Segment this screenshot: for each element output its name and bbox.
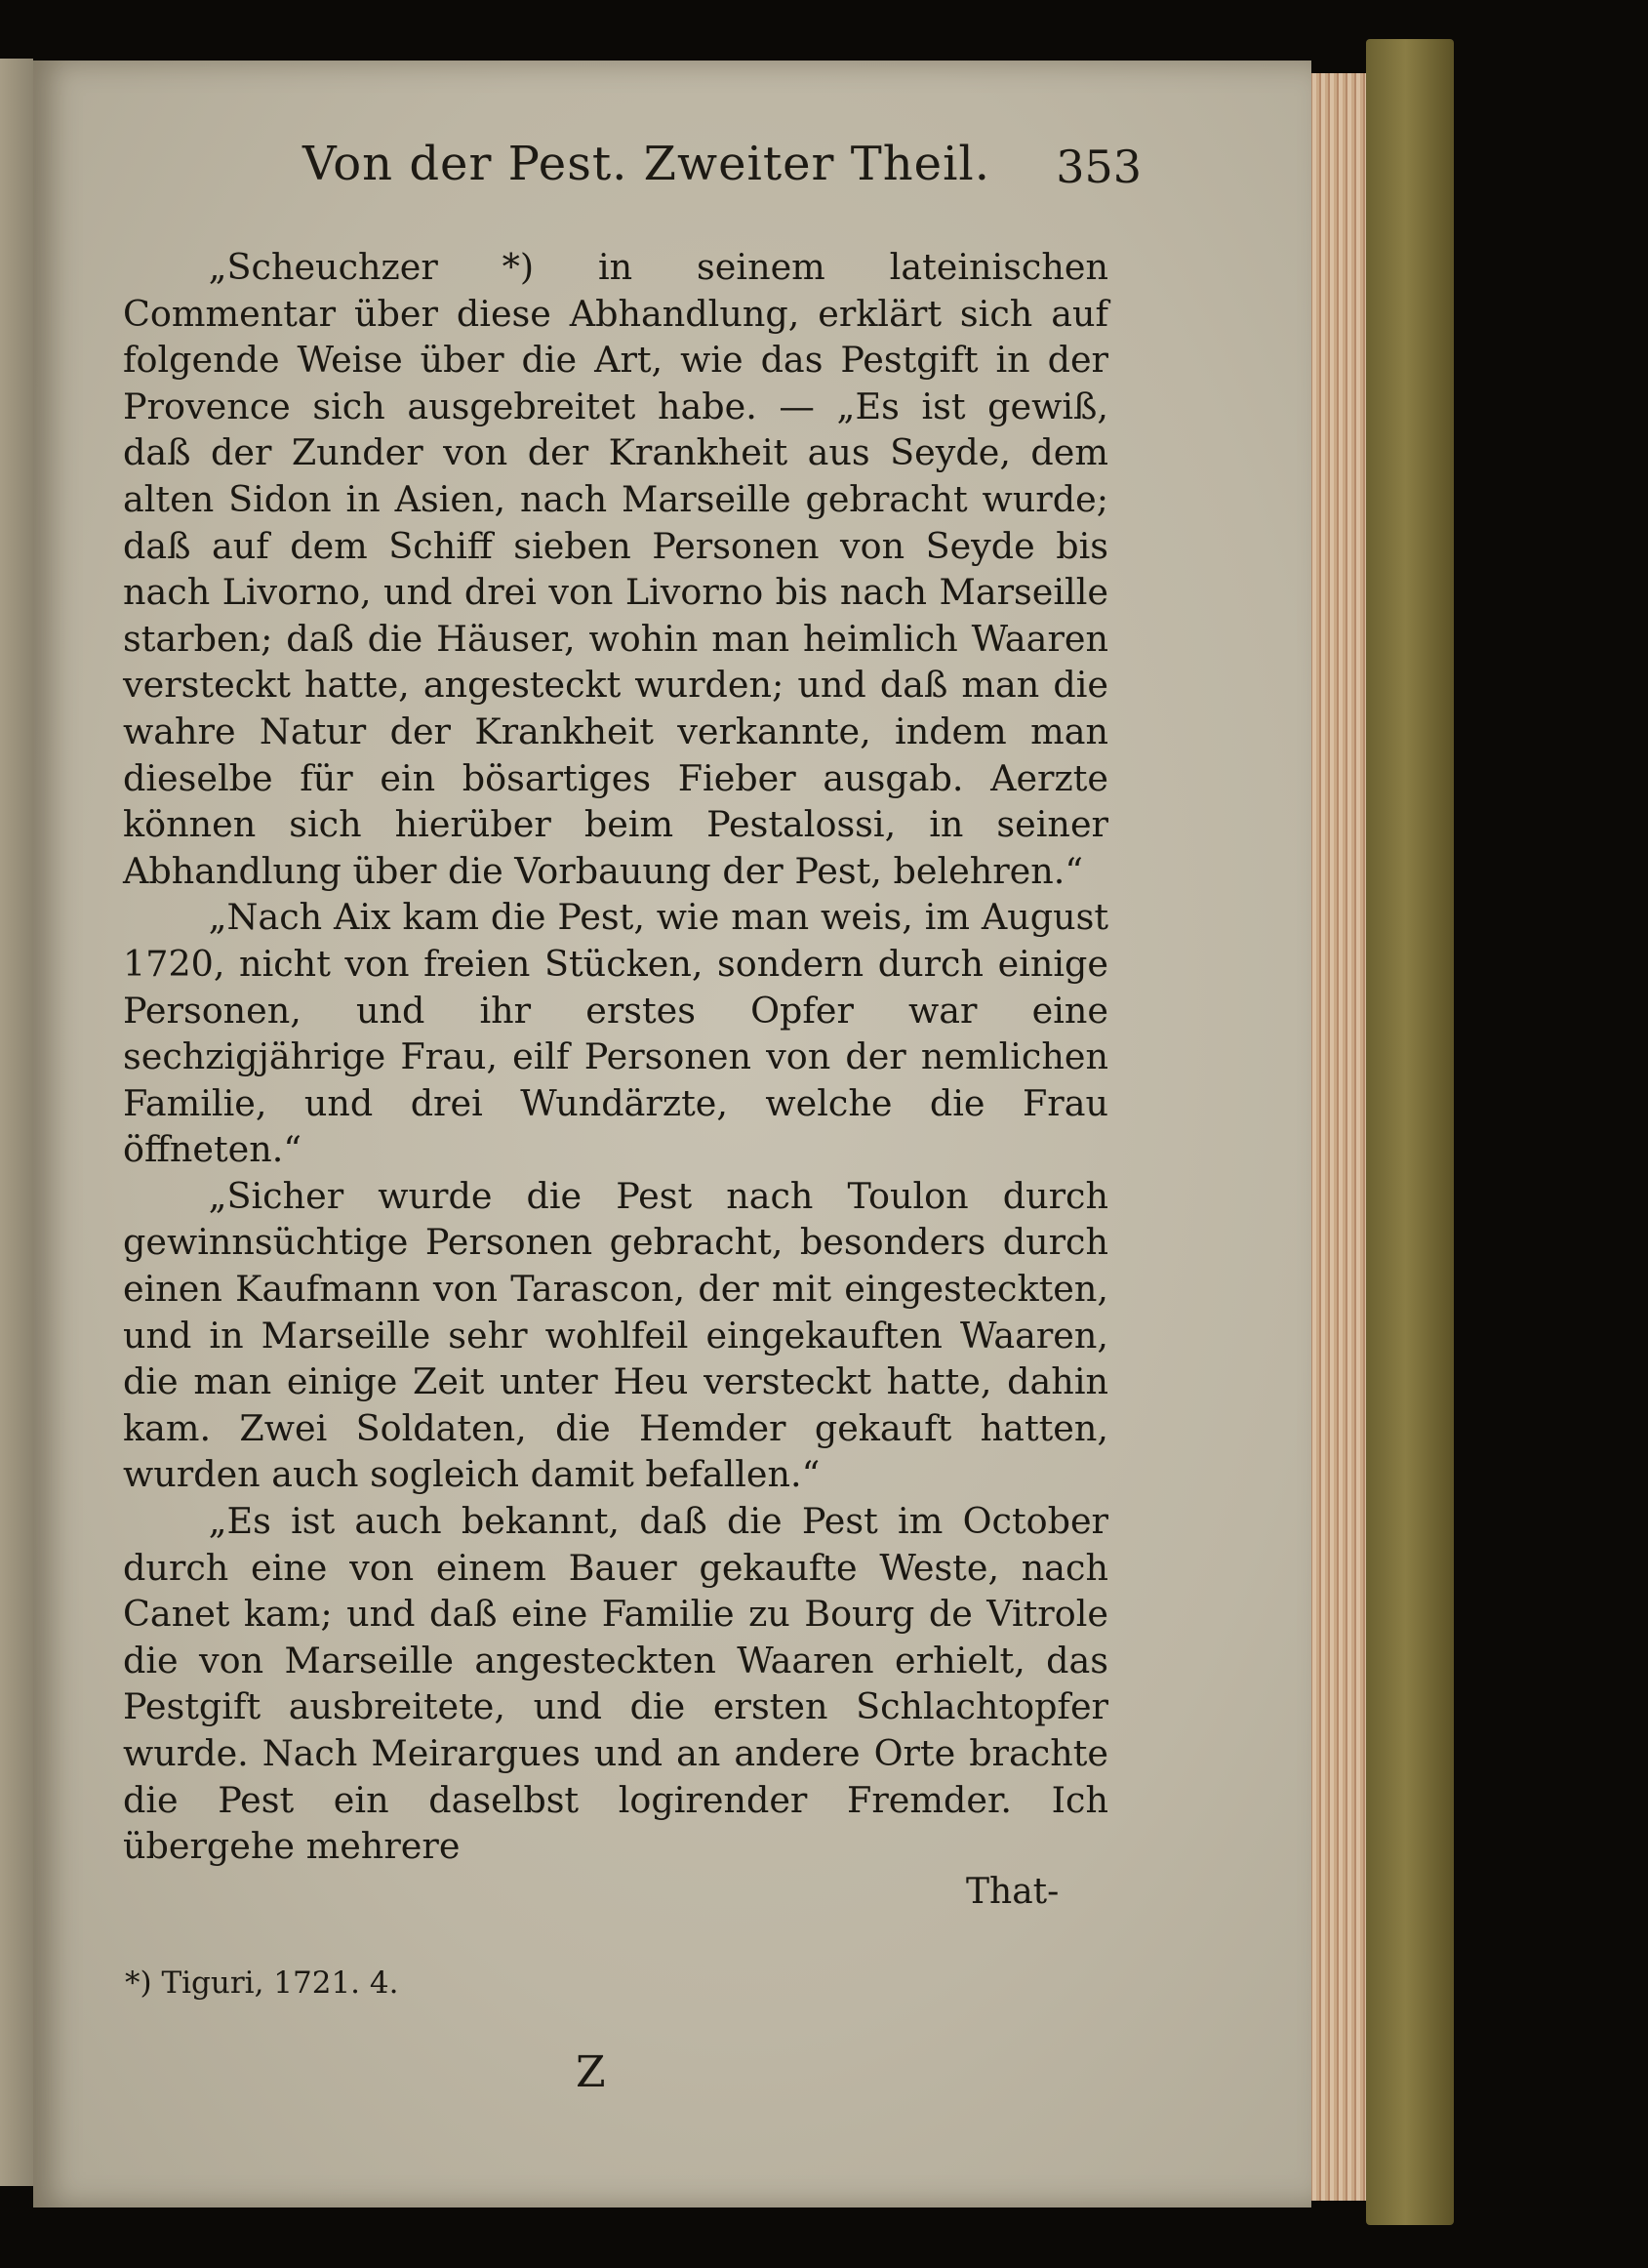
running-head: Von der Pest. Zweiter Theil.: [302, 137, 991, 191]
book-cover-edge: [1366, 39, 1454, 2225]
body-text: [123, 244, 1108, 1870]
paragraph: „Es ist auch bekannt, daß die Pest im October durch eine von einem Bauer gekaufte Weste, nach Canet kam; und daß eine Familie zu Bourg de Vitrole die von Marseille angesteckten Waaren erhielt, das Pestgift ausbreitete, und die ersten Schlachtopfer wurde. Nach Meirargues und an andere Orte brachte die Pest ein daselbst logirender Fremder. Ich übergehe mehrere: [123, 1500, 1108, 1868]
paragraph: „Scheuchzer *) in seinem lateinischen Commentar über diese Abhandlung, erklärt sich auf folgende Weise über die Art, wie das Pestgift in der Provence sich ausgebreitet habe. — „Es ist gewiß, daß der Zunder von der Krankheit aus Seyde, dem alten Sidon in Asien, nach Marseille gebracht wurde; daß auf dem Schiff sieben Personen von Seyde bis nach Livorno, und drei von Livorno bis nach Marseille starben; daß die Häuser, wohin man heimlich Waaren versteckt hatte, angesteckt wurden; und daß man die wahre Natur der Krankheit verkannte, indem man dieselbe für ein bösartiges Fieber ausgab. Aerzte können sich hierüber beim Pestalossi, in seiner Abhandlung über die Vorbauung der Pest, belehren.“: [123, 246, 1108, 892]
facing-page-edge: [0, 59, 33, 2186]
page-header: [117, 137, 1142, 224]
page-number: 353: [1056, 141, 1142, 193]
paragraph: „Sicher wurde die Pest nach Toulon durch gewinnsüchtige Personen gebracht, besonders durch einen Kaufmann von Tarascon, der mit eingesteckten, und in Marseille sehr wohlfeil eingekauften Waaren, die man einige Zeit unter Heu versteckt hatte, dahin kam. Zwei Soldaten, die Hemder gekauft hatten, wurden auch sogleich damit befallen.“: [123, 1174, 1108, 1496]
paragraph: „Nach Aix kam die Pest, wie man weis, im August 1720, nicht von freien Stücken, sondern durch einige Personen, und ihr erstes Opfer war eine sechzigjährige Frau, eilf Personen von der nemlichen Familie, und drei Wundärzte, welche die Frau öffneten.“: [123, 896, 1108, 1171]
page-edges: [1307, 73, 1366, 2201]
signature-mark: Z: [576, 2047, 606, 2097]
catchword: That-: [966, 1872, 1060, 1912]
footnote: *) Tiguri, 1721. 4.: [125, 1965, 399, 2001]
